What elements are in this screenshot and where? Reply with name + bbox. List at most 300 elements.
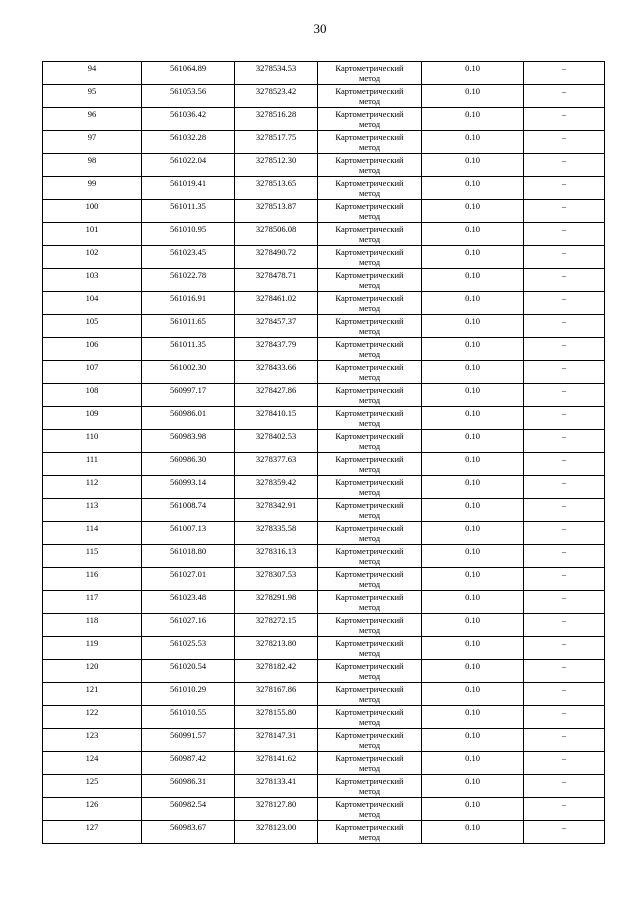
- method-cell: [318, 660, 422, 683]
- method-line-1: Картометрический: [335, 155, 404, 165]
- method-cell: [318, 499, 422, 522]
- method-cell: [318, 62, 422, 85]
- accuracy-cell: 0.10: [422, 545, 524, 568]
- method-line-2: метод: [358, 257, 381, 267]
- y-coordinate-cell: 3278513.65: [235, 177, 318, 200]
- y-coordinate-cell: 3278506.08: [235, 223, 318, 246]
- method-line-1: Картометрический: [335, 546, 404, 556]
- point-number-cell: 99: [43, 177, 142, 200]
- accuracy-cell: 0.10: [422, 660, 524, 683]
- method-line-1: Картометрический: [335, 431, 404, 441]
- point-number-cell: 110: [43, 430, 142, 453]
- x-coordinate-cell: 561011.35: [142, 338, 235, 361]
- method-cell: [318, 752, 422, 775]
- x-coordinate-cell: 561025.53: [142, 637, 235, 660]
- accuracy-cell: 0.10: [422, 821, 524, 844]
- note-cell: –: [524, 476, 605, 499]
- method-line-1: Картометрический: [335, 109, 404, 119]
- method-line-1: Картометрический: [335, 316, 404, 326]
- y-coordinate-cell: 3278272.15: [235, 614, 318, 637]
- y-coordinate-cell: 3278141.62: [235, 752, 318, 775]
- table-row: [43, 338, 605, 361]
- point-number-cell: 119: [43, 637, 142, 660]
- note-cell: –: [524, 522, 605, 545]
- method-cell: [318, 683, 422, 706]
- table-row: [43, 131, 605, 154]
- point-number-cell: 122: [43, 706, 142, 729]
- accuracy-cell: 0.10: [422, 154, 524, 177]
- method-cell: [318, 315, 422, 338]
- method-cell: [318, 108, 422, 131]
- note-cell: –: [524, 315, 605, 338]
- x-coordinate-cell: 561010.95: [142, 223, 235, 246]
- method-cell: [318, 706, 422, 729]
- method-line-2: метод: [358, 510, 381, 520]
- y-coordinate-cell: 3278512.30: [235, 154, 318, 177]
- x-coordinate-cell: 560993.14: [142, 476, 235, 499]
- table-row: [43, 85, 605, 108]
- method-line-2: метод: [358, 648, 381, 658]
- table-row: [43, 706, 605, 729]
- method-cell: [318, 361, 422, 384]
- x-coordinate-cell: 561019.41: [142, 177, 235, 200]
- note-cell: –: [524, 269, 605, 292]
- method-line-1: Картометрический: [335, 454, 404, 464]
- table-row: [43, 729, 605, 752]
- method-line-2: метод: [358, 303, 381, 313]
- table-row: [43, 361, 605, 384]
- accuracy-cell: 0.10: [422, 62, 524, 85]
- accuracy-cell: 0.10: [422, 108, 524, 131]
- method-cell: [318, 246, 422, 269]
- note-cell: –: [524, 430, 605, 453]
- point-number-cell: 94: [43, 62, 142, 85]
- table-row: [43, 292, 605, 315]
- table-row: [43, 154, 605, 177]
- accuracy-cell: 0.10: [422, 706, 524, 729]
- method-line-1: Картометрический: [335, 500, 404, 510]
- method-cell: [318, 775, 422, 798]
- method-line-2: метод: [358, 165, 381, 175]
- accuracy-cell: 0.10: [422, 361, 524, 384]
- note-cell: –: [524, 200, 605, 223]
- point-number-cell: 103: [43, 269, 142, 292]
- x-coordinate-cell: 561018.80: [142, 545, 235, 568]
- method-line-1: Картометрический: [335, 592, 404, 602]
- accuracy-cell: 0.10: [422, 683, 524, 706]
- method-line-1: Картометрический: [335, 201, 404, 211]
- method-line-2: метод: [358, 142, 381, 152]
- method-cell: [318, 384, 422, 407]
- accuracy-cell: 0.10: [422, 384, 524, 407]
- method-cell: [318, 200, 422, 223]
- table-row: [43, 637, 605, 660]
- accuracy-cell: 0.10: [422, 223, 524, 246]
- point-number-cell: 111: [43, 453, 142, 476]
- point-number-cell: 109: [43, 407, 142, 430]
- method-cell: [318, 476, 422, 499]
- method-line-1: Картометрический: [335, 822, 404, 832]
- method-line-2: метод: [358, 464, 381, 474]
- accuracy-cell: 0.10: [422, 430, 524, 453]
- method-cell: [318, 338, 422, 361]
- x-coordinate-cell: 561027.16: [142, 614, 235, 637]
- x-coordinate-cell: 560983.98: [142, 430, 235, 453]
- x-coordinate-cell: 561011.65: [142, 315, 235, 338]
- method-line-2: метод: [358, 740, 381, 750]
- method-line-1: Картометрический: [335, 385, 404, 395]
- note-cell: –: [524, 246, 605, 269]
- y-coordinate-cell: 3278523.42: [235, 85, 318, 108]
- table-row: [43, 430, 605, 453]
- note-cell: –: [524, 407, 605, 430]
- method-line-2: метод: [358, 441, 381, 451]
- x-coordinate-cell: 560987.42: [142, 752, 235, 775]
- accuracy-cell: 0.10: [422, 177, 524, 200]
- point-number-cell: 104: [43, 292, 142, 315]
- method-line-1: Картометрический: [335, 569, 404, 579]
- accuracy-cell: 0.10: [422, 269, 524, 292]
- note-cell: –: [524, 154, 605, 177]
- method-cell: [318, 154, 422, 177]
- note-cell: –: [524, 591, 605, 614]
- table-row: [43, 407, 605, 430]
- coordinates-table: [42, 61, 605, 844]
- table-row: [43, 821, 605, 844]
- x-coordinate-cell: 561016.91: [142, 292, 235, 315]
- method-line-1: Картометрический: [335, 753, 404, 763]
- y-coordinate-cell: 3278213.80: [235, 637, 318, 660]
- x-coordinate-cell: 560986.31: [142, 775, 235, 798]
- point-number-cell: 124: [43, 752, 142, 775]
- method-line-2: метод: [358, 556, 381, 566]
- point-number-cell: 123: [43, 729, 142, 752]
- note-cell: –: [524, 131, 605, 154]
- y-coordinate-cell: 3278457.37: [235, 315, 318, 338]
- method-line-1: Картометрический: [335, 799, 404, 809]
- table-row: [43, 614, 605, 637]
- y-coordinate-cell: 3278182.42: [235, 660, 318, 683]
- method-line-2: метод: [358, 211, 381, 221]
- x-coordinate-cell: 561022.04: [142, 154, 235, 177]
- method-line-2: метод: [358, 96, 381, 106]
- note-cell: –: [524, 292, 605, 315]
- method-line-2: метод: [358, 326, 381, 336]
- method-cell: [318, 292, 422, 315]
- accuracy-cell: 0.10: [422, 85, 524, 108]
- y-coordinate-cell: 3278316.13: [235, 545, 318, 568]
- x-coordinate-cell: 560997.17: [142, 384, 235, 407]
- method-cell: [318, 407, 422, 430]
- point-number-cell: 100: [43, 200, 142, 223]
- page-number: 30: [313, 21, 327, 36]
- note-cell: –: [524, 752, 605, 775]
- note-cell: –: [524, 223, 605, 246]
- accuracy-cell: 0.10: [422, 729, 524, 752]
- y-coordinate-cell: 3278490.72: [235, 246, 318, 269]
- method-line-1: Картометрический: [335, 362, 404, 372]
- table-row: [43, 499, 605, 522]
- method-cell: [318, 223, 422, 246]
- table-row: [43, 591, 605, 614]
- x-coordinate-cell: 561007.13: [142, 522, 235, 545]
- accuracy-cell: 0.10: [422, 614, 524, 637]
- method-cell: [318, 821, 422, 844]
- method-line-1: Картометрический: [335, 477, 404, 487]
- accuracy-cell: 0.10: [422, 798, 524, 821]
- y-coordinate-cell: 3278410.15: [235, 407, 318, 430]
- coordinates-table-body: [43, 62, 605, 844]
- y-coordinate-cell: 3278342.91: [235, 499, 318, 522]
- x-coordinate-cell: 561020.54: [142, 660, 235, 683]
- x-coordinate-cell: 560986.30: [142, 453, 235, 476]
- method-line-2: метод: [358, 786, 381, 796]
- table-row: [43, 315, 605, 338]
- note-cell: –: [524, 108, 605, 131]
- x-coordinate-cell: 560991.57: [142, 729, 235, 752]
- accuracy-cell: 0.10: [422, 522, 524, 545]
- accuracy-cell: 0.10: [422, 752, 524, 775]
- y-coordinate-cell: 3278402.53: [235, 430, 318, 453]
- method-line-1: Картометрический: [335, 86, 404, 96]
- accuracy-cell: 0.10: [422, 407, 524, 430]
- point-number-cell: 116: [43, 568, 142, 591]
- point-number-cell: 107: [43, 361, 142, 384]
- y-coordinate-cell: 3278359.42: [235, 476, 318, 499]
- table-row: [43, 246, 605, 269]
- accuracy-cell: 0.10: [422, 292, 524, 315]
- y-coordinate-cell: 3278478.71: [235, 269, 318, 292]
- y-coordinate-cell: 3278307.53: [235, 568, 318, 591]
- method-line-1: Картометрический: [335, 178, 404, 188]
- method-line-1: Картометрический: [335, 615, 404, 625]
- point-number-cell: 97: [43, 131, 142, 154]
- y-coordinate-cell: 3278377.63: [235, 453, 318, 476]
- method-line-2: метод: [358, 694, 381, 704]
- note-cell: –: [524, 683, 605, 706]
- table-row: [43, 545, 605, 568]
- accuracy-cell: 0.10: [422, 453, 524, 476]
- note-cell: –: [524, 384, 605, 407]
- y-coordinate-cell: 3278427.86: [235, 384, 318, 407]
- table-row: [43, 62, 605, 85]
- y-coordinate-cell: 3278291.98: [235, 591, 318, 614]
- method-line-1: Картометрический: [335, 523, 404, 533]
- method-line-1: Картометрический: [335, 661, 404, 671]
- method-line-2: метод: [358, 533, 381, 543]
- method-line-2: метод: [358, 832, 381, 842]
- x-coordinate-cell: 561064.89: [142, 62, 235, 85]
- x-coordinate-cell: 561010.29: [142, 683, 235, 706]
- table-row: [43, 269, 605, 292]
- point-number-cell: 118: [43, 614, 142, 637]
- method-line-1: Картометрический: [335, 270, 404, 280]
- y-coordinate-cell: 3278155.80: [235, 706, 318, 729]
- method-cell: [318, 729, 422, 752]
- x-coordinate-cell: 561022.78: [142, 269, 235, 292]
- method-cell: [318, 798, 422, 821]
- note-cell: –: [524, 545, 605, 568]
- note-cell: –: [524, 361, 605, 384]
- y-coordinate-cell: 3278517.75: [235, 131, 318, 154]
- note-cell: –: [524, 568, 605, 591]
- note-cell: –: [524, 821, 605, 844]
- point-number-cell: 108: [43, 384, 142, 407]
- accuracy-cell: 0.10: [422, 568, 524, 591]
- method-line-2: метод: [358, 625, 381, 635]
- accuracy-cell: 0.10: [422, 131, 524, 154]
- method-line-2: метод: [358, 717, 381, 727]
- point-number-cell: 126: [43, 798, 142, 821]
- note-cell: –: [524, 453, 605, 476]
- x-coordinate-cell: 561008.74: [142, 499, 235, 522]
- method-line-1: Картометрический: [335, 638, 404, 648]
- note-cell: –: [524, 85, 605, 108]
- accuracy-cell: 0.10: [422, 476, 524, 499]
- table-row: [43, 108, 605, 131]
- table-row: [43, 660, 605, 683]
- method-line-2: метод: [358, 671, 381, 681]
- table-row: [43, 568, 605, 591]
- point-number-cell: 102: [43, 246, 142, 269]
- x-coordinate-cell: 561036.42: [142, 108, 235, 131]
- table-row: [43, 177, 605, 200]
- point-number-cell: 114: [43, 522, 142, 545]
- method-line-1: Картометрический: [335, 684, 404, 694]
- note-cell: –: [524, 729, 605, 752]
- x-coordinate-cell: 561032.28: [142, 131, 235, 154]
- table-row: [43, 453, 605, 476]
- accuracy-cell: 0.10: [422, 637, 524, 660]
- method-line-2: метод: [358, 234, 381, 244]
- note-cell: –: [524, 798, 605, 821]
- x-coordinate-cell: 561053.56: [142, 85, 235, 108]
- point-number-cell: 112: [43, 476, 142, 499]
- point-number-cell: 125: [43, 775, 142, 798]
- point-number-cell: 115: [43, 545, 142, 568]
- method-line-2: метод: [358, 487, 381, 497]
- y-coordinate-cell: 3278335.58: [235, 522, 318, 545]
- x-coordinate-cell: 561027.01: [142, 568, 235, 591]
- note-cell: –: [524, 706, 605, 729]
- table-row: [43, 223, 605, 246]
- method-cell: [318, 453, 422, 476]
- method-line-1: Картометрический: [335, 132, 404, 142]
- y-coordinate-cell: 3278147.31: [235, 729, 318, 752]
- note-cell: –: [524, 338, 605, 361]
- table-row: [43, 522, 605, 545]
- method-line-2: метод: [358, 119, 381, 129]
- accuracy-cell: 0.10: [422, 315, 524, 338]
- x-coordinate-cell: 561002.30: [142, 361, 235, 384]
- method-line-2: метод: [358, 280, 381, 290]
- note-cell: –: [524, 177, 605, 200]
- y-coordinate-cell: 3278127.80: [235, 798, 318, 821]
- x-coordinate-cell: 561023.45: [142, 246, 235, 269]
- point-number-cell: 127: [43, 821, 142, 844]
- y-coordinate-cell: 3278513.87: [235, 200, 318, 223]
- method-line-1: Картометрический: [335, 293, 404, 303]
- method-line-2: метод: [358, 395, 381, 405]
- method-cell: [318, 568, 422, 591]
- method-line-2: метод: [358, 809, 381, 819]
- method-line-1: Картометрический: [335, 247, 404, 257]
- y-coordinate-cell: 3278516.28: [235, 108, 318, 131]
- y-coordinate-cell: 3278437.79: [235, 338, 318, 361]
- y-coordinate-cell: 3278123.00: [235, 821, 318, 844]
- point-number-cell: 113: [43, 499, 142, 522]
- table-row: [43, 200, 605, 223]
- method-cell: [318, 430, 422, 453]
- y-coordinate-cell: 3278133.41: [235, 775, 318, 798]
- point-number-cell: 95: [43, 85, 142, 108]
- x-coordinate-cell: 561010.55: [142, 706, 235, 729]
- point-number-cell: 96: [43, 108, 142, 131]
- point-number-cell: 106: [43, 338, 142, 361]
- method-cell: [318, 522, 422, 545]
- method-cell: [318, 177, 422, 200]
- method-cell: [318, 85, 422, 108]
- method-line-2: метод: [358, 372, 381, 382]
- accuracy-cell: 0.10: [422, 200, 524, 223]
- point-number-cell: 117: [43, 591, 142, 614]
- note-cell: –: [524, 775, 605, 798]
- y-coordinate-cell: 3278461.02: [235, 292, 318, 315]
- method-line-1: Картометрический: [335, 707, 404, 717]
- table-row: [43, 798, 605, 821]
- point-number-cell: 121: [43, 683, 142, 706]
- method-cell: [318, 614, 422, 637]
- method-line-1: Картометрический: [335, 63, 404, 73]
- table-row: [43, 476, 605, 499]
- note-cell: –: [524, 637, 605, 660]
- note-cell: –: [524, 614, 605, 637]
- method-line-1: Картометрический: [335, 339, 404, 349]
- method-cell: [318, 545, 422, 568]
- method-cell: [318, 131, 422, 154]
- method-line-2: метод: [358, 73, 381, 83]
- x-coordinate-cell: 561023.48: [142, 591, 235, 614]
- x-coordinate-cell: 560982.54: [142, 798, 235, 821]
- y-coordinate-cell: 3278433.66: [235, 361, 318, 384]
- method-cell: [318, 591, 422, 614]
- method-line-2: метод: [358, 763, 381, 773]
- x-coordinate-cell: 560983.67: [142, 821, 235, 844]
- method-cell: [318, 269, 422, 292]
- method-line-2: метод: [358, 188, 381, 198]
- table-row: [43, 775, 605, 798]
- method-cell: [318, 637, 422, 660]
- method-line-1: Картометрический: [335, 730, 404, 740]
- method-line-1: Картометрический: [335, 224, 404, 234]
- method-line-2: метод: [358, 418, 381, 428]
- method-line-1: Картометрический: [335, 408, 404, 418]
- method-line-2: метод: [358, 579, 381, 589]
- x-coordinate-cell: 561011.35: [142, 200, 235, 223]
- accuracy-cell: 0.10: [422, 338, 524, 361]
- point-number-cell: 105: [43, 315, 142, 338]
- point-number-cell: 98: [43, 154, 142, 177]
- table-row: [43, 752, 605, 775]
- table-row: [43, 384, 605, 407]
- method-line-2: метод: [358, 349, 381, 359]
- note-cell: –: [524, 62, 605, 85]
- point-number-cell: 120: [43, 660, 142, 683]
- note-cell: –: [524, 660, 605, 683]
- x-coordinate-cell: 560986.01: [142, 407, 235, 430]
- y-coordinate-cell: 3278167.86: [235, 683, 318, 706]
- note-cell: –: [524, 499, 605, 522]
